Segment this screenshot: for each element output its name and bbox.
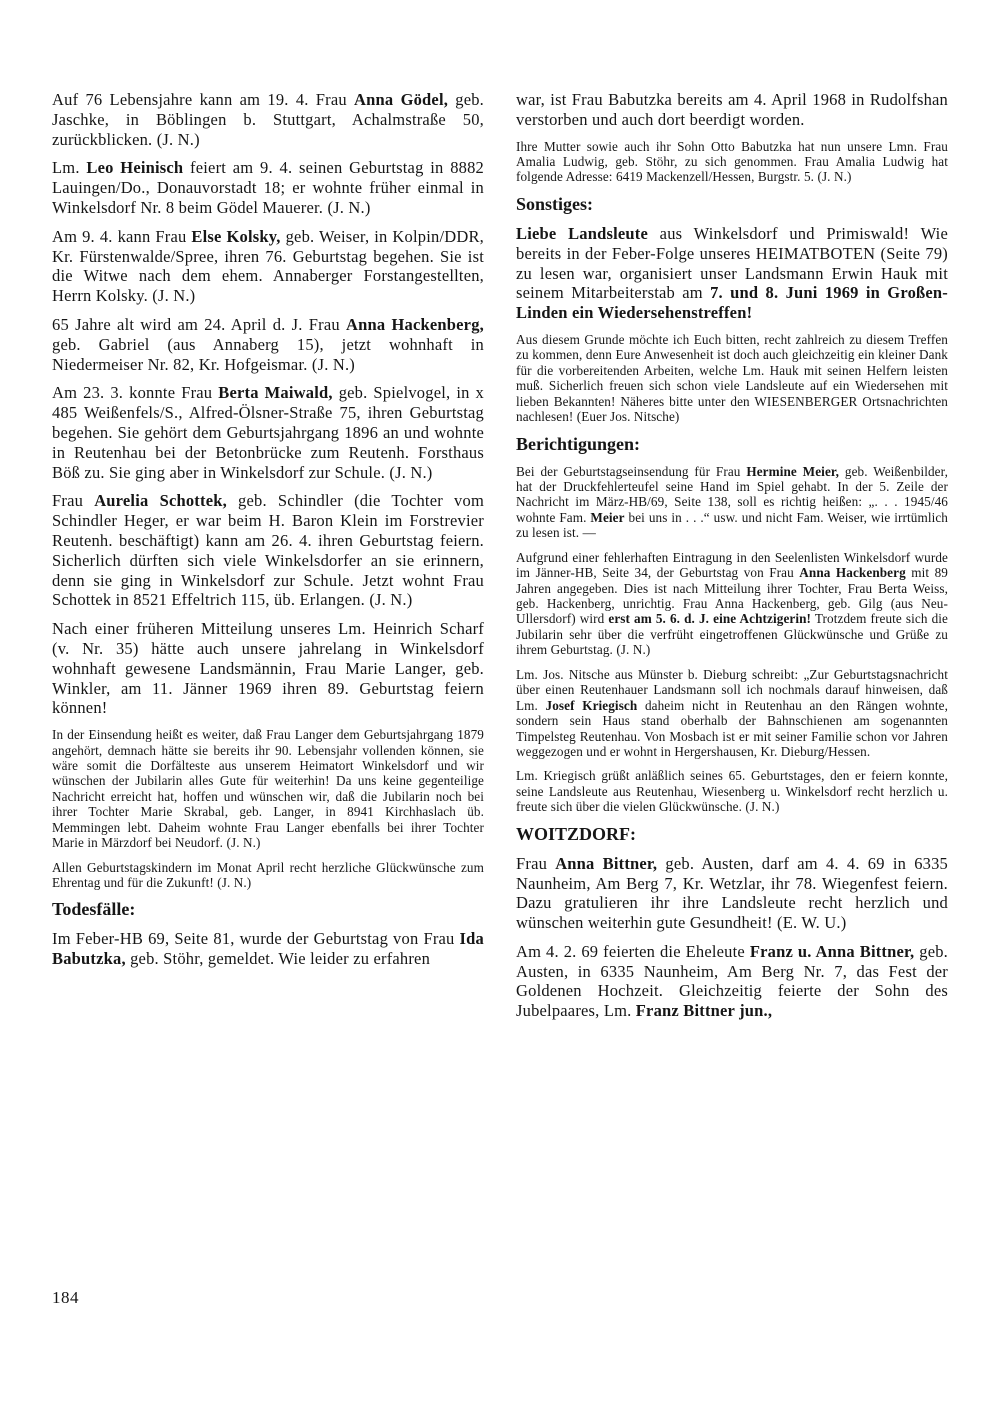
bold-text-run: Hermine Meier, <box>746 463 840 479</box>
bold-text-run: Leo Heinisch <box>86 158 184 178</box>
paragraph <box>516 942 948 1021</box>
paragraph <box>52 227 484 306</box>
section-heading <box>52 899 484 920</box>
text-run: geb. Gabriel (aus Annaberg 15), jetzt wohnhaft in Niedermeiser Nr. 82, Kr. Hofgeismar. (J. N.) <box>52 334 484 374</box>
paragraph <box>52 491 484 610</box>
text-run: Frau <box>516 853 556 873</box>
text-run: geb. Weiser, in Kolpin/DDR, Kr. Fürstenwalde/Spree, ihren 76. Geburtstag begehen. Sie ist die Witwe nach dem ehem. Annaberger Forstangestellten, Herrn Kolsky. (J. N.) <box>52 226 484 306</box>
paragraph <box>516 854 948 933</box>
bold-text-run: Josef Kriegisch <box>545 697 638 713</box>
section-heading <box>516 824 948 845</box>
bold-text-run: erst am 5. 6. d. J. eine Achtzigerin! <box>608 611 812 627</box>
bold-text-run: Anna Gödel, <box>354 90 449 109</box>
bold-text-run: Berta Maiwald, <box>218 383 333 403</box>
right-column <box>516 90 948 1030</box>
text-run: Am 23. 3. konnte Frau <box>52 383 219 403</box>
text-run: Todesfälle: <box>52 899 136 920</box>
small-paragraph <box>516 139 948 185</box>
text-run: Lm. <box>52 158 87 178</box>
text-run: mit 89 Jahren angegeben. Dies ist nach Mitteilung ihrer Tochter, Frau Berta Weiss, geb. Hackenberg, unrichtig. Frau Anna Hackenberg, geb. Gilg (aus Neu-Ullersdorf) wird <box>516 565 948 627</box>
bold-text-run: 7. und 8. Juni 1969 in Großen-Linden ein Wiedersehenstreffen! <box>516 283 948 323</box>
text-run: Am 9. 4. kann Frau <box>52 226 192 246</box>
text-run: Auf 76 Lebensjahre kann am 19. 4. Frau <box>52 90 355 109</box>
bold-text-run: Anna Hackenberg, <box>346 314 484 334</box>
small-paragraph <box>52 727 484 851</box>
bold-text-run: Anna Bittner, <box>555 853 658 873</box>
text-run: Bei der Geburtstagseinsendung für Frau <box>516 463 747 479</box>
paragraph <box>52 383 484 482</box>
text-run: war, ist Frau Babutzka bereits am 4. April 1968 in Rudolfshan verstorben und auch dort beerdigt worden. <box>516 90 948 129</box>
text-run: geb. Austen, in 6335 Naunheim, Am Berg Nr. 7, das Fest der Goldenen Hochzeit. Gleichzeitig feierte der Sohn des Jubelpaares, Lm. <box>516 941 948 1021</box>
paragraph <box>52 158 484 217</box>
text-run: geb. Jaschke, in Böblingen b. Stuttgart, Achalmstraße 50, zurückblicken. (J. N.) <box>52 90 485 149</box>
text-run: Aus diesem Grunde möchte ich Euch bitten, recht zahlreich zu diesem Treffen zu kommen, denn Eure Anwesenheit ist doch auch gleichzeitig ein kleiner Dank für die vorbereitenden Arbeiten, welche Lm. Hauk mit seinen Helfern leisten muß. Sicherlich freuen sich schon viele Landsleute auf ein Wiedersehen mit lieben Bekannten! Näheres bitte unter den WIESENBERGER Ortsnachrichten nachlesen! (Euer Jos. Nitsche) <box>516 331 948 425</box>
small-paragraph <box>516 667 948 760</box>
paragraph <box>52 315 484 374</box>
text-run: Ihre Mutter sowie auch ihr Sohn Otto Babutzka hat nun unsere Lmn. Frau Amalia Ludwig, geb. Stöhr, zu sich genommen. Frau Amalia Ludwig hat folgende Adresse: 6419 Mackenzell/Hessen, Burgstr. 5. (J. N.) <box>516 138 948 185</box>
left-column <box>52 90 484 978</box>
text-run: WOITZDORF: <box>516 823 637 844</box>
text-run: geb. Weißenbilder, hat der Druckfehlerteufel seine Hand im Spiel gehabt. In der 5. Zeile der Nachricht im März-HB/69, Seite 138, soll es richtig heißen: „. . . 1945/46 wohnte Fam. <box>516 463 948 525</box>
two-column-layout <box>52 90 948 1030</box>
text-run: 65 Jahre alt wird am 24. April d. J. Frau <box>52 314 347 334</box>
text-run: Sonstiges: <box>516 193 594 214</box>
bold-text-run: Anna Hackenberg <box>799 565 906 581</box>
small-paragraph <box>516 464 948 541</box>
text-run: bei uns in . . .“ usw. und nicht Fam. Weiser, wie irrtümlich zu lesen ist. — <box>516 509 948 541</box>
text-run: daheim nicht in Reutenhau an den Rängen wohnte, sondern sein Haus stand oberhalb der Bahnschienen am sogenannten Timpelsteg Reutenhau. Von Mosbach ist er mit seiner Familie schon vor Jahren weggezogen und er wohnt in Hergershausen, Kr. Dieburg/Hessen. <box>516 697 948 759</box>
small-paragraph <box>52 860 484 891</box>
small-paragraph <box>516 768 948 814</box>
text-run: geb. Stöhr, gemeldet. Wie leider zu erfahren <box>125 949 431 969</box>
text-run: Trotzdem freute sich die Jubilarin sehr über die verfrüht eingetroffenen Glückwünsche und Grüße zu ihrem Geburtstag. (J. N.) <box>516 611 948 658</box>
bold-text-run: Franz Bittner jun., <box>635 1001 773 1021</box>
bold-text-run: Ida Babutzka, <box>52 929 484 969</box>
section-heading <box>516 194 948 215</box>
bold-text-run: Meier <box>590 509 625 525</box>
text-run: Am 4. 2. 69 feierten die Eheleute <box>516 941 750 961</box>
section-heading <box>516 434 948 455</box>
bold-text-run: Aurelia Schottek, <box>94 491 227 511</box>
text-run: Aufgrund einer fehlerhaften Eintragung in den Seelenlisten Winkelsdorf wurde im Jänner-HB, Seite 34, der Geburtstag von Frau <box>516 549 948 581</box>
text-run: Nach einer früheren Mitteilung unseres Lm. Heinrich Scharf (v. Nr. 35) hätte auch unsere jahrelang in Winkelsdorf wohnhaft gewesene Landsmännin, Frau Marie Langer, geb. Winkler, am 11. Jänner 1969 ihren 89. Geburtstag feiern können! <box>52 619 484 718</box>
text-run: geb. Schindler (die Tochter vom Schindler Heger, er war beim H. Baron Klein im Forstrevier Reutenh. beschäftigt) kann am 26. 4. ihren Geburtstag feiern. Sicherlich dürften sich viele Winkelsdorfer an sie erinnern, denn sie ging in Winkelsdorf zur Schule. Jetzt wohnt Frau Schottek in 8521 Effeltrich 115, üb. Erlangen. (J. N.) <box>52 491 484 610</box>
text-run: geb. Austen, darf am 4. 4. 69 in 6335 Naunheim, Am Berg 7, Kr. Wetzlar, ihr 78. Wiegenfest feiern. Dazu gratulieren ihr ihre Landsleute recht herzlich und wünschen weiterhin gute Gesundheit! (E. W. U.) <box>516 853 949 933</box>
text-run: geb. Spielvogel, in x 485 Weißenfels/S., Alfred-Ölsner-Straße 75, ihren Geburtstag begehen. Sie gehört dem Geburtsjahrgang 1896 an und wohnte in Reutenhau bei der Betonbrücke zum Reutenh. Forsthaus Böß zu. Sie ging aber in Winkelsdorf zur Schule. (J. N.) <box>52 383 484 482</box>
paragraph <box>516 90 948 130</box>
text-run: feiert am 9. 4. seinen Geburtstag in 8882 Lauingen/Do., Donauvorstadt 18; er wohnte früher einmal in Winkelsdorf Nr. 8 beim Gödel Mauerer. (J. N.) <box>52 158 485 217</box>
paragraph <box>52 619 484 718</box>
paragraph <box>52 90 484 149</box>
text-run: Im Feber-HB 69, Seite 81, wurde der Geburtstag von Frau <box>52 929 460 949</box>
text-run: Berichtigungen: <box>516 433 640 454</box>
text-run: Frau <box>52 491 95 511</box>
paragraph <box>516 224 948 323</box>
paragraph <box>52 929 484 969</box>
bold-text-run: Franz u. Anna Bittner, <box>749 941 915 961</box>
bold-text-run: Else Kolsky, <box>191 226 281 246</box>
text-run: Allen Geburtstagskindern im Monat April recht herzliche Glückwünsche zum Ehrentag und für die Zukunft! (J. N.) <box>52 859 484 891</box>
page-number: 184 <box>52 1288 79 1307</box>
text-run: In der Einsendung heißt es weiter, daß Frau Langer dem Geburtsjahrgang 1879 angehört, demnach hätte sie bereits ihr 90. Lebensjahr vollenden können, sie wäre somit die Dorfälteste aus unserem Heimatort Winkelsdorf und wir wünschen der Jubilarin alles Gute für weiterhin! Da uns keine gegenteilige Nachricht erreicht hat, hoffen und wünschen wir, daß die Jubilarin noch bei ihrer Tochter Marie Skrabal, geb. Langer, in 8941 Kirchhaslach üb. Memmingen lebt. Daheim wohnte Frau Langer ebenfalls bei ihrer Tochter Marie in Märzdorf bei Neudorf. (J. N.) <box>52 727 484 851</box>
small-paragraph <box>516 550 948 658</box>
text-run: aus Winkelsdorf und Primiswald! Wie bereits in der Feber-Folge unseres HEIMATBOTEN (Seite 79) zu lesen war, organisiert unser Landsmann Erwin Hauk mit seinem Mitarbeiterstab am <box>516 223 948 303</box>
small-paragraph <box>516 332 948 425</box>
text-run: Lm. Jos. Nitsche aus Münster b. Dieburg schreibt: „Zur Geburtstagsnachricht über einen Reutenhauer Landsmann soll ich nochmals darauf hinweisen, daß Lm. <box>516 666 948 713</box>
text-run: Lm. Kriegisch grüßt anläßlich seines 65. Geburtstages, den er feiern konnte, seine Landsleute aus Reutenhau, Wiesenberg u. Winkelsdorf recht herzlich u. freute sich über die vielen Glückwünsche. (J. N.) <box>516 768 948 815</box>
bold-text-run: Liebe Landsleute <box>516 223 649 243</box>
